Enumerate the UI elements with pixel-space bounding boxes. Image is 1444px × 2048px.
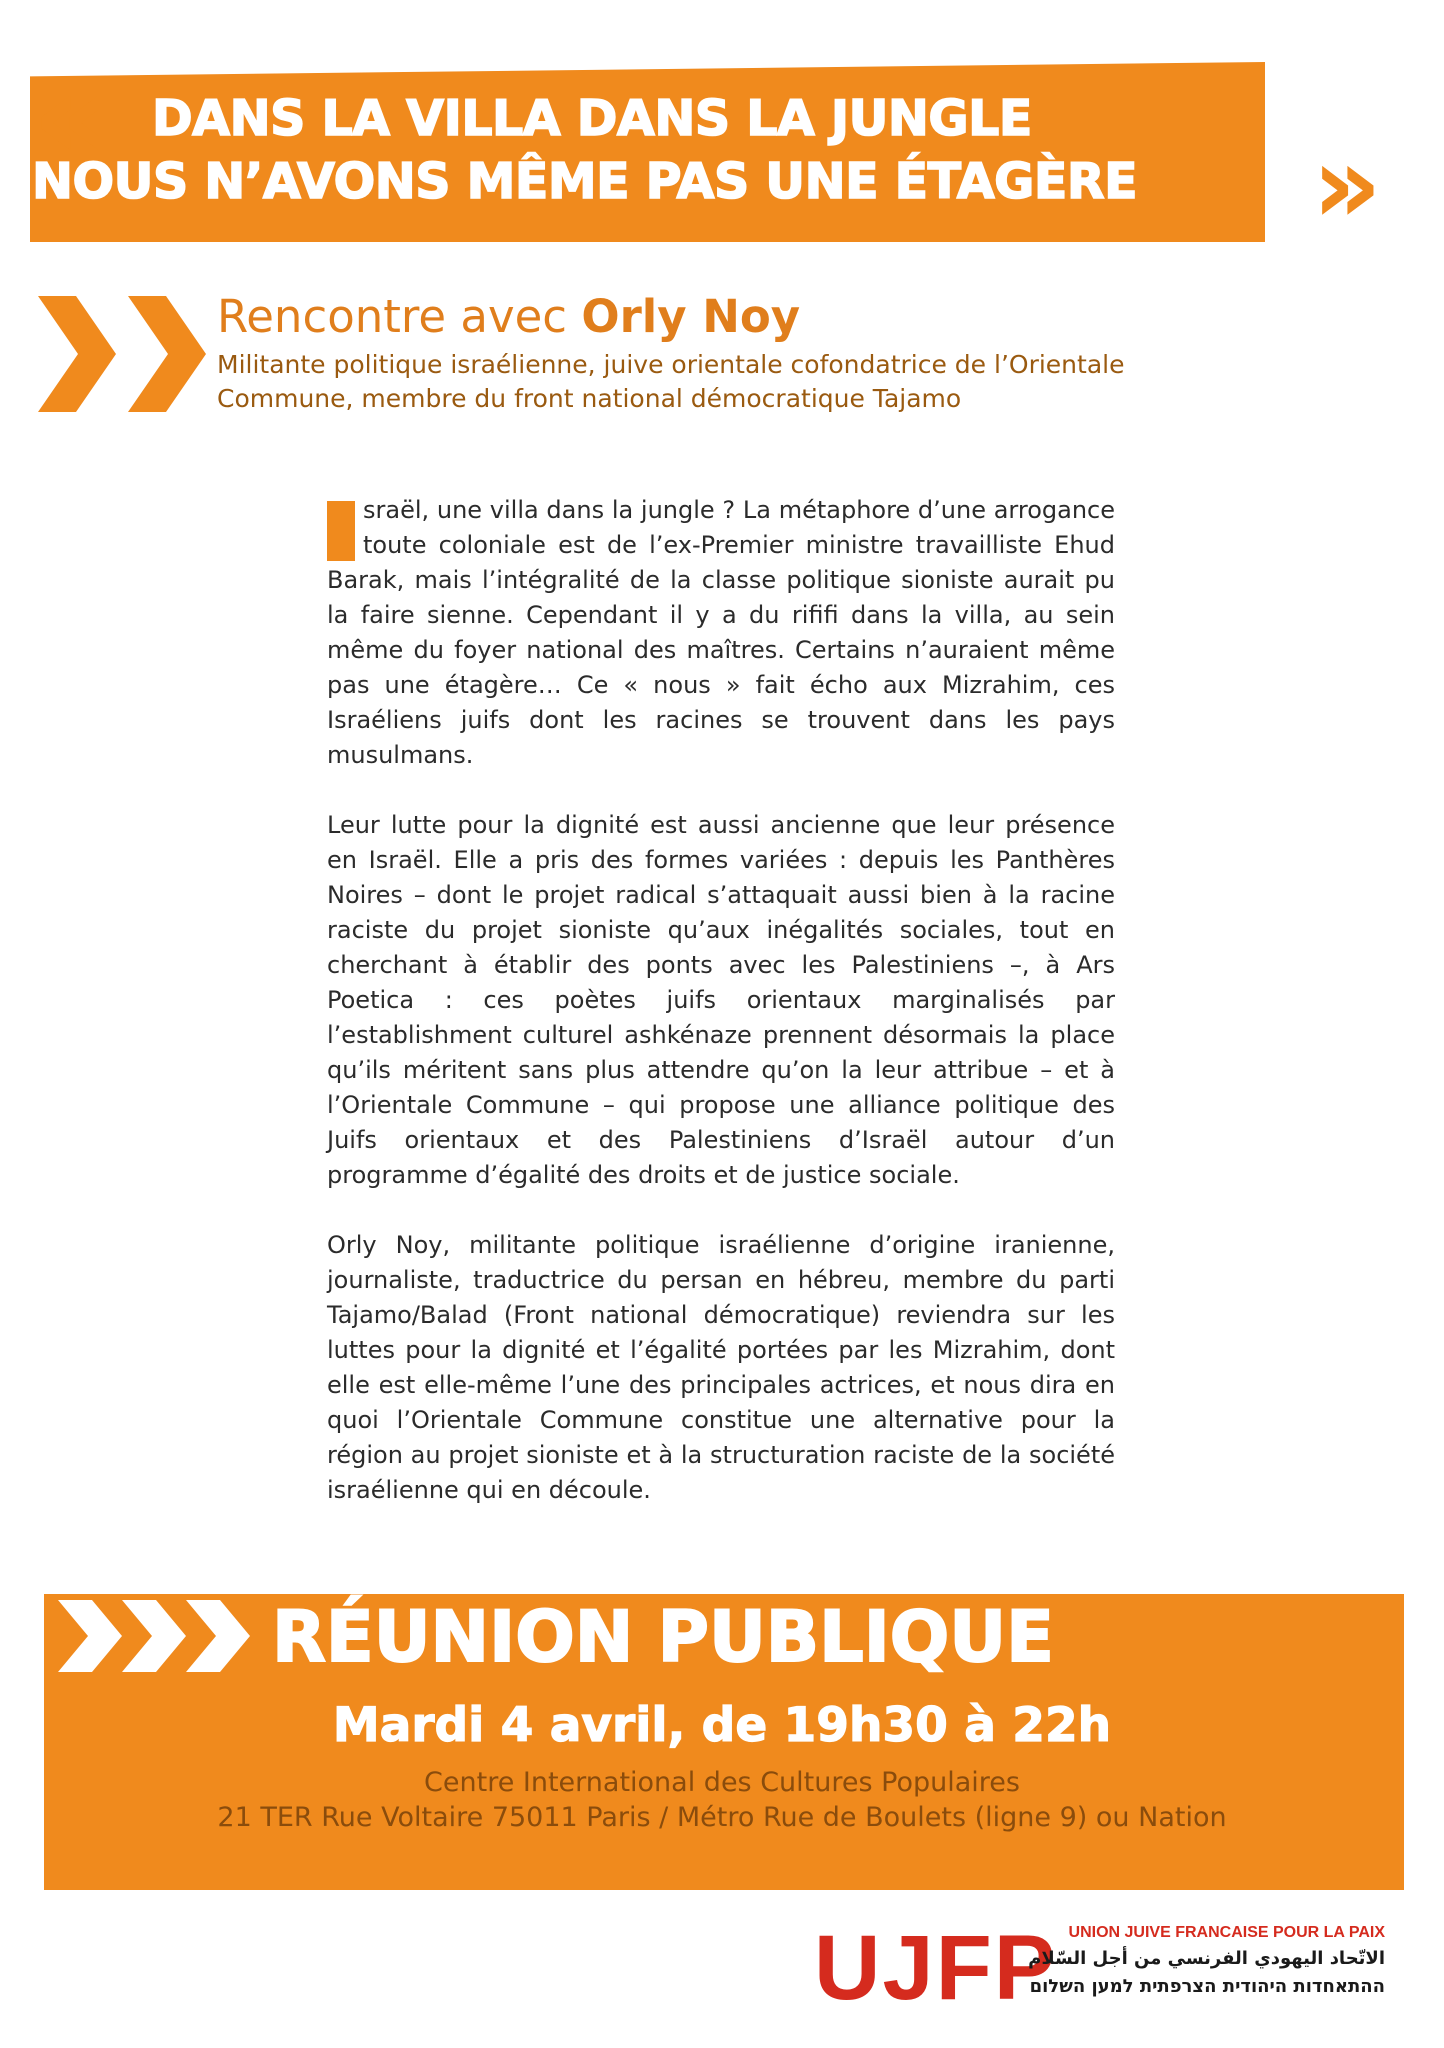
- article-paragraph-3: Orly Noy, militante politique israélienne d’origine iranienne, journaliste, traductrice du persan en hébreu, membre du parti Tajamo/Balad (Front national démocratique) reviendra sur les luttes pour la dignité et l’égalité portées par les Mizrahim, dont elle est elle-même l’une des principales actrices, et nous dira en quoi l’Orientale Commune constitue une alternative pour la région au projet sioniste et à la structuration raciste de la société israélienne qui en découle.: [327, 1231, 1115, 1504]
- speaker-name: Orly Noy: [581, 290, 801, 343]
- open-guillemet-decoration: «: [32, 48, 102, 187]
- drop-cap: I: [327, 501, 355, 561]
- event-venue: Centre International des Cultures Populaires: [424, 1767, 1020, 1798]
- org-name-arabic: الاتّحاد اليهودي الفرنسي من أجل السّلام: [1028, 1948, 1385, 1969]
- article-paragraph-2: Leur lutte pour la dignité est aussi ancienne que leur présence en Israël. Elle a pris des formes variées : depuis les Panthères Noires – dont le projet radical s’attaquait aussi bien à la racine raciste du projet sioniste qu’aux inégalités sociales, tout en cherchant à établir des ponts avec les Palestiniens –, à Ars Poetica : ces poètes juifs orientaux marginalisés par l’establishment culturel ashkénaze prennent désormais la place qu’ils méritent sans plus attendre qu’on la leur attribue – et à l’Orientale Commune – qui propose une alliance politique des Juifs orientaux et des Palestiniens d’Israël autour d’un programme d’égalité des droits et de justice sociale.: [327, 811, 1115, 1189]
- headline-line-2: NOUS N’AVONS MÊME PAS UNE ÉTAGÈRE: [32, 153, 1138, 210]
- speaker-heading: [217, 290, 800, 343]
- event-title: RÉUNION PUBLIQUE: [272, 1596, 1054, 1678]
- ujfp-logo: UJFP: [814, 1917, 1058, 2019]
- subtitle-chevrons-icon: [38, 296, 210, 412]
- org-name-french: UNION JUIVE FRANCAISE POUR LA PAIX: [1068, 1924, 1385, 1941]
- event-address: 21 TER Rue Voltaire 75011 Paris / Métro Rue de Boulets (ligne 9) ou Nation: [217, 1802, 1227, 1833]
- event-date: Mardi 4 avril, de 19h30 à 22h: [332, 1698, 1112, 1753]
- article-paragraph-1: [327, 493, 1115, 773]
- speaker-description: Militante politique israélienne, juive orientale cofondatrice de l’Orientale Commune, membre du front national démocratique Tajamo: [217, 350, 1125, 413]
- close-guillemet-decoration: »: [1312, 123, 1374, 248]
- speaker-heading-prefix: Rencontre avec: [217, 290, 582, 343]
- event-chevrons-icon: [58, 1600, 258, 1672]
- headline-line-1: DANS LA VILLA DANS LA JUNGLE: [152, 90, 1032, 147]
- title-banner: [30, 62, 1265, 242]
- paragraph-1-text: sraël, une villa dans la jungle ? La métaphore d’une arrogance toute coloniale est de l’ex-Premier ministre travailliste Ehud Barak, mais l’intégralité de la classe politique sioniste aurait pu la faire sienne. Cependant il y a du rififi dans la villa, au sein même du foyer national des maîtres. Certains n’auraient même pas une étagère… Ce « nous » fait écho aux Mizrahim, ces Israéliens juifs dont les racines se trouvent dans les pays musulmans.: [327, 496, 1115, 769]
- article-body: [327, 493, 1115, 1543]
- org-name-hebrew: ההתאחדות היהודית הצרפתית למען השלום: [1029, 1976, 1385, 1997]
